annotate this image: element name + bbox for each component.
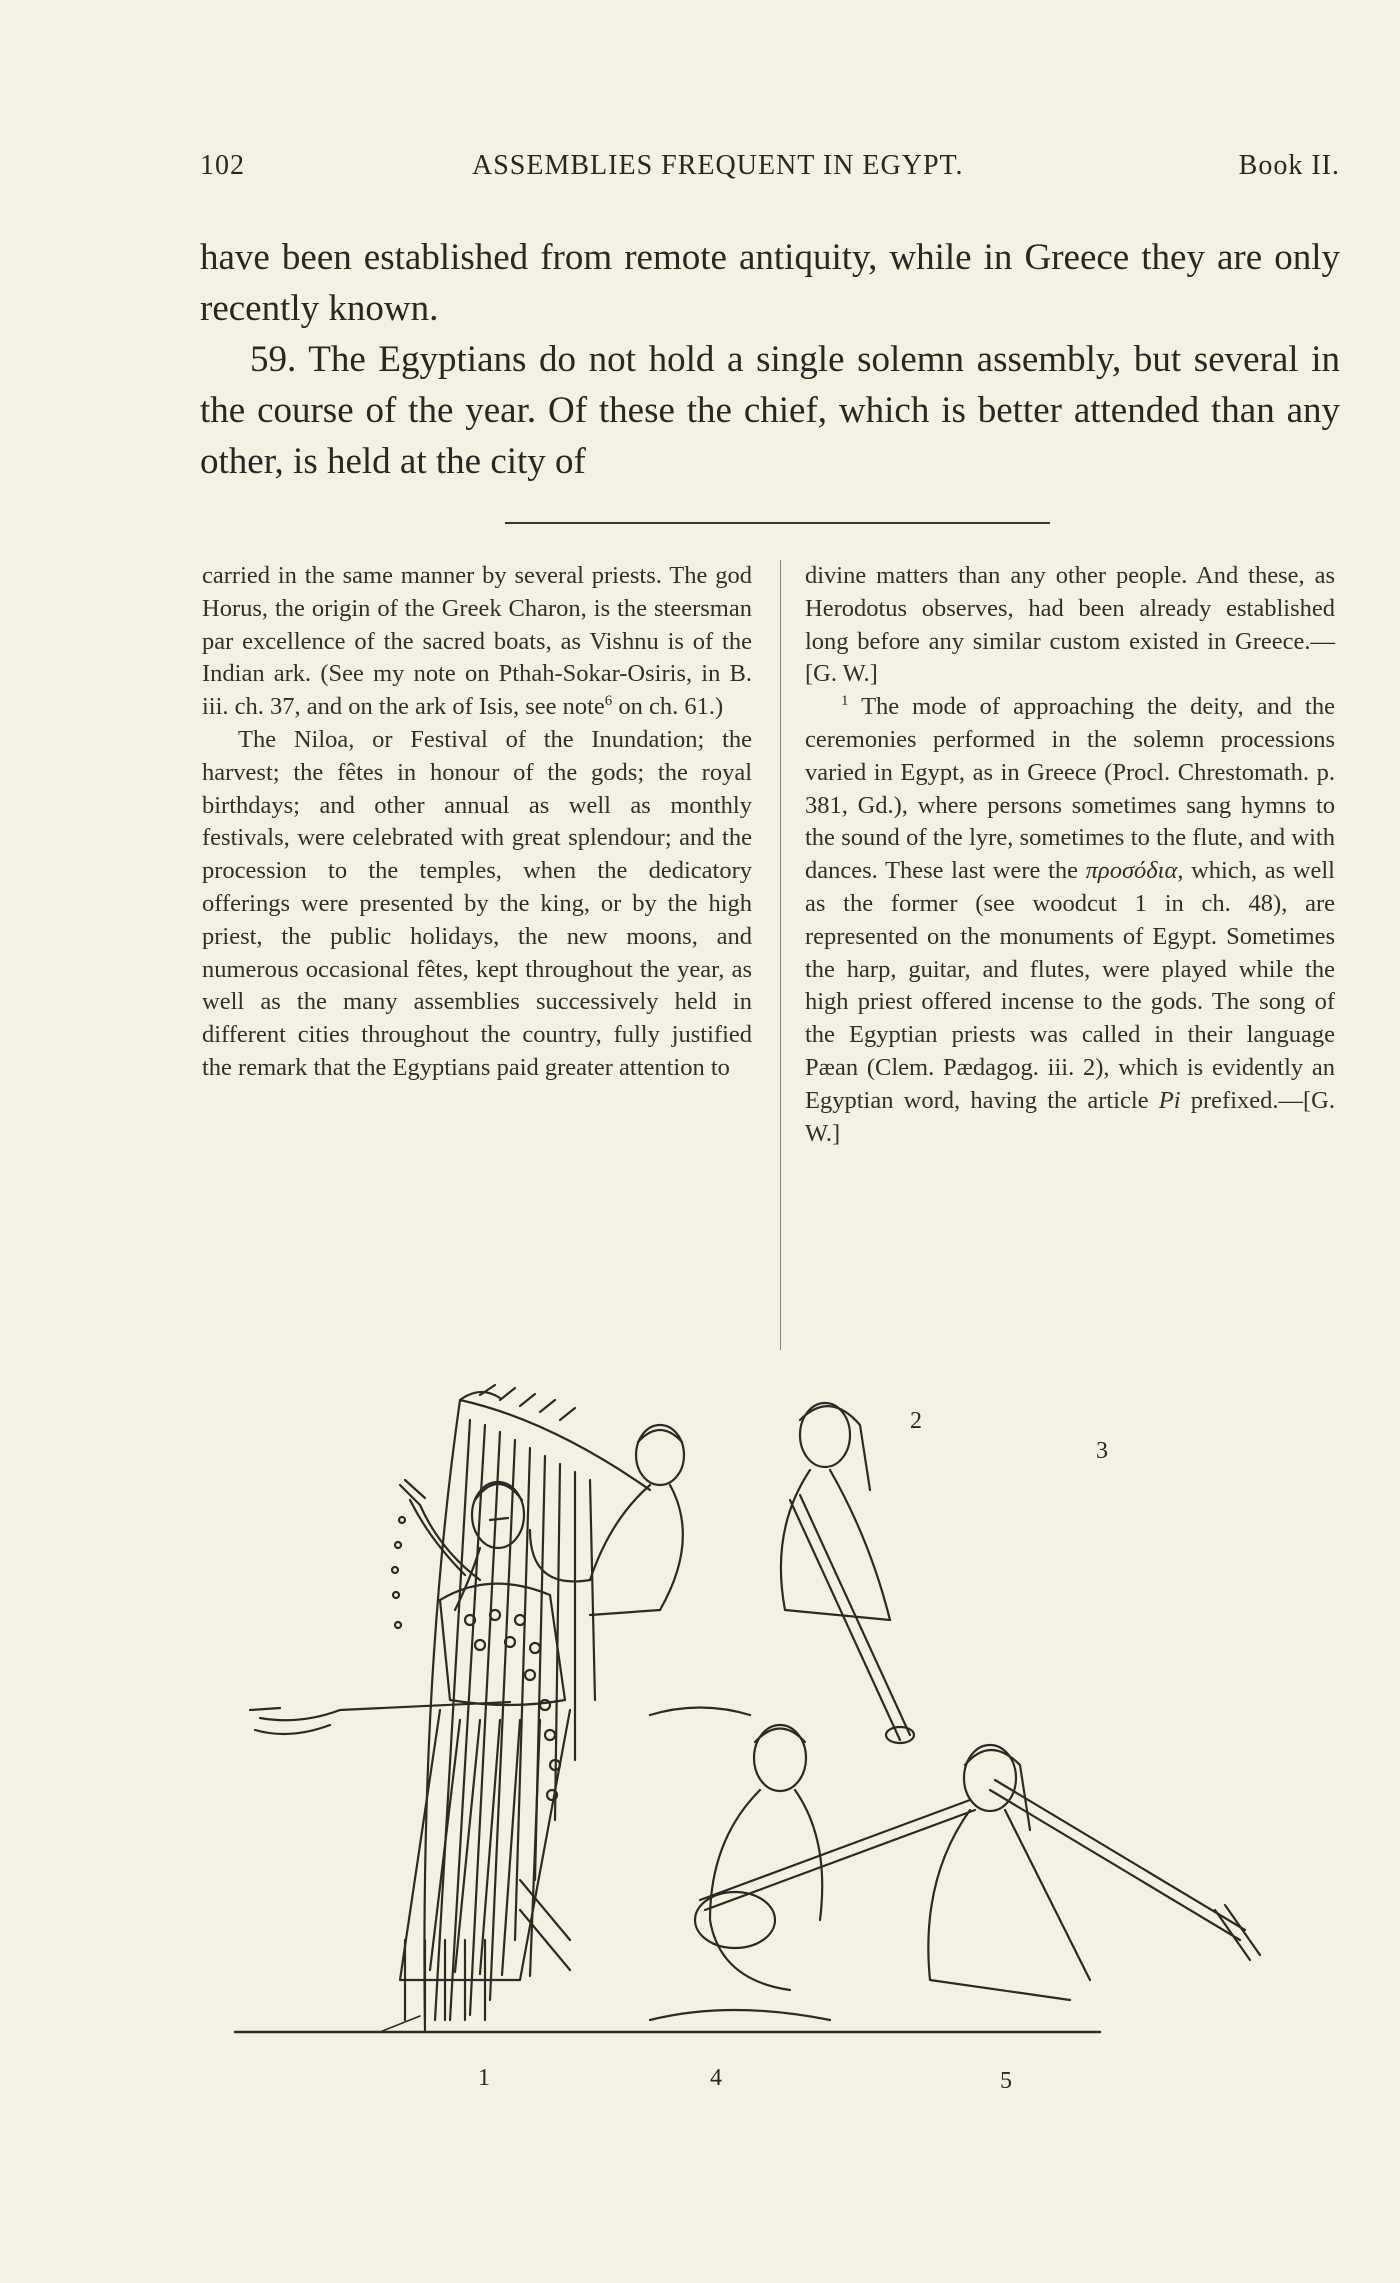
book-label: Book II. xyxy=(1238,150,1340,181)
main-paragraph-1: have been established from remote antiquity, while in Greece they are only recently known. xyxy=(200,237,1340,329)
column-divider xyxy=(780,560,781,1350)
note-paragraph xyxy=(805,691,1335,1150)
note-text: The mode of approaching the deity, and the ceremonies performed in the solemn processions varied in Egypt, as in Greece (Procl. Chrestomath. p. 381, Gd.), where persons sometimes sang hymns to the sound of the lyre, sometimes to the flute, and with dances. These last were the xyxy=(805,693,1335,885)
figure-5-flautist xyxy=(928,1745,1260,2000)
main-paragraph-2: 59. The Egyptians do not hold a single solemn assembly, but several in the course of the year. Of these the chief, which is better attended than any other, is held at the city of xyxy=(200,339,1340,482)
woodcut-illustration xyxy=(230,1380,1320,2140)
figure-label-4: 4 xyxy=(710,2065,722,2091)
note-text: prefixed.—[G. W.] xyxy=(805,1086,1335,1147)
figure-4-guitarist xyxy=(650,1725,975,2020)
woodcut-figure xyxy=(230,1380,1320,2140)
footnote-marker: 1 xyxy=(841,693,849,710)
footnotes-left-column xyxy=(202,560,752,1085)
figure-label-1: 1 xyxy=(478,2065,490,2091)
page-number: 102 xyxy=(200,150,245,181)
main-text xyxy=(200,232,1340,487)
running-title: ASSEMBLIES FREQUENT IN EGYPT. xyxy=(472,150,964,181)
note-ref: 6 xyxy=(604,693,613,710)
running-head xyxy=(200,150,1340,190)
figure-2-harpist xyxy=(530,1425,684,1615)
note-text: carried in the same manner by several priests. The god Horus, the origin of the Greek Charon, is the steersman par excellence of the sacred boats, as Vishnu is of the Indian ark. (See my note on Pthah-Sokar-Osiris, in B. iii. ch. 37, and on the ark of Isis, see note xyxy=(202,562,752,721)
article-term: Pi xyxy=(1158,1086,1181,1114)
note-paragraph xyxy=(202,560,752,724)
note-text: on ch. 61.) xyxy=(612,693,724,721)
figure-label-5: 5 xyxy=(1000,2068,1012,2094)
footnotes-right-column xyxy=(805,560,1335,1150)
figure-1-priest xyxy=(250,1480,570,2020)
greek-term: προσόδια xyxy=(1085,857,1178,885)
figure-label-2: 2 xyxy=(910,1408,922,1434)
figure-3-musician xyxy=(781,1403,914,1743)
note-text: , which, as well as the former (see woodcut 1 in ch. 48), are represented on the monuments of Egypt. Sometimes the harp, guitar, and flutes, were played while the high priest offered incense to the gods. The song of the Egyptian priests was called in their language Pæan (Clem. Pædagog. iii. 2), which is evidently an Egyptian word, having the article xyxy=(805,857,1335,1114)
note-paragraph: divine matters than any other people. And these, as Herodotus observes, had been already established long before any similar custom existed in Greece.—[G. W.] xyxy=(805,562,1335,688)
note-paragraph: The Niloa, or Festival of the Inundation; the harvest; the fêtes in honour of the gods; the royal birthdays; and other annual as well as monthly festivals, were celebrated with great splendour; and the procession to the temples, when the dedicatory offerings were presented by the king, or by the high priest, the public holidays, the new moons, and numerous occasional fêtes, kept throughout the year, as well as the many assemblies successively held in different cities throughout the country, fully justified the remark that the Egyptians paid greater attention to xyxy=(202,725,752,1081)
section-divider xyxy=(505,522,1050,524)
figure-label-3: 3 xyxy=(1096,1438,1108,1464)
